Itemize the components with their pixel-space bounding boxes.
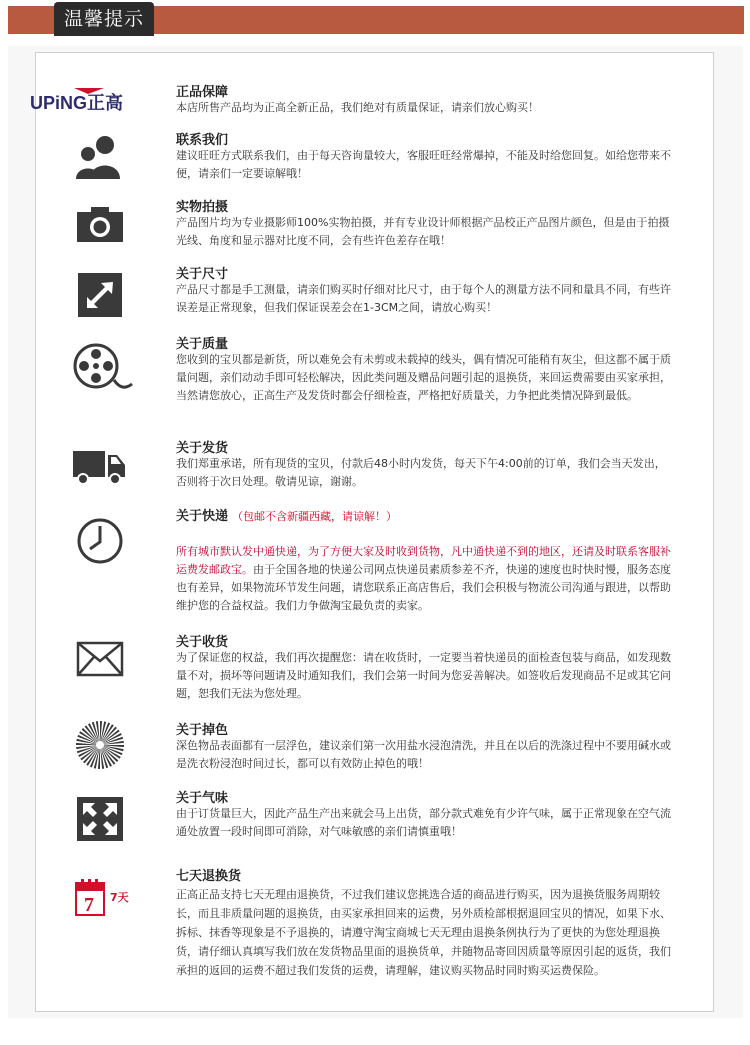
section-text: 建议旺旺方式联系我们，由于每天咨询量较大，客服旺旺经常爆掉，不能及时给您回复。如给您带来不便，请亲们一定要谅解哦！ bbox=[176, 149, 671, 180]
clock-icon bbox=[72, 513, 128, 569]
section-text: 产品图片均为专业摄影师100%实物拍摄，并有专业设计师根据产品校正产品图片颜色，但是由于拍摄光线、角度和显示器对比度不同，会有些许色差存在哦！ bbox=[176, 216, 670, 247]
calendar-badge: 7天 bbox=[110, 891, 129, 904]
section-title: 关于收货 bbox=[176, 635, 229, 650]
brand-logo-text: UPiNG正高 bbox=[30, 93, 124, 113]
people-icon bbox=[72, 129, 128, 185]
section-title bbox=[176, 505, 397, 524]
envelope-icon bbox=[72, 631, 128, 687]
section-text: 由于订货量巨大，因此产品生产出来就会马上出货，部分款式难免有少许气味，属于正常现象在空气流通处放置一段时间即可消除，对气味敏感的亲们请慎重哦！ bbox=[176, 807, 671, 838]
section-title: 七天退换货 bbox=[176, 869, 242, 884]
truck-icon bbox=[72, 437, 128, 493]
section-title: 关于掉色 bbox=[176, 723, 229, 738]
section-text: 本店所售产品均为正高全新正品，我们绝对有质量保证，请亲们放心购买！ bbox=[176, 101, 539, 114]
camera-icon bbox=[72, 196, 128, 252]
sunburst-icon bbox=[72, 717, 128, 773]
header-tab: 温馨提示 bbox=[54, 2, 154, 36]
section-text: 深色物品表面都有一层浮色，建议亲们第一次用盐水浸泡清洗，并且在以后的洗涤过程中不要用碱水或是洗衣粉浸泡时间过长，都可以有效防止掉色的哦！ bbox=[176, 739, 671, 770]
section-title: 关于质量 bbox=[176, 337, 229, 352]
section-title: 正品保障 bbox=[176, 85, 229, 100]
notice-panel bbox=[30, 52, 714, 1012]
section-title: 关于发货 bbox=[176, 441, 229, 456]
section-title-note: （包邮不含新疆西藏，请谅解！） bbox=[232, 510, 398, 523]
section-title: 联系我们 bbox=[176, 133, 229, 148]
section-text: 我们郑重承诺，所有现货的宝贝，付款后48小时内发货，每天下午4:00前的订单，我们会当天发出，否则将于次日处理。敬请见谅，谢谢。 bbox=[176, 457, 666, 488]
section-text bbox=[176, 543, 676, 615]
section-title: 关于尺寸 bbox=[176, 267, 229, 282]
section-title: 关于气味 bbox=[176, 791, 229, 806]
expand-arrows-icon bbox=[72, 791, 128, 847]
section-highlight-text: 所有城市默认发中通快递，为了方便大家及时收到货物，凡中通快递不到的地区，还请及时联系客服补运费发邮政宝。 bbox=[176, 545, 671, 576]
section-title: 实物拍摄 bbox=[176, 200, 229, 215]
svg-text:7: 7 bbox=[84, 894, 94, 916]
calendar-7-icon bbox=[74, 869, 134, 925]
section-text: 产品尺寸都是手工测量，请亲们购买时仔细对比尺寸，由于每个人的测量方法不同和量具不同，有些许误差是正常现象，但我们保证误差会在1-3CM之间，请放心购买！ bbox=[176, 283, 671, 314]
section-text: 您收到的宝贝都是新货，所以难免会有未剪或未载掉的线头，偶有情况可能稍有灰尘，但这都不属于质量问题，亲们动动手即可轻松解决，因此类问题及赠品问题引起的退换货，来回运费需要由买家承担，当然请您放心，正高生产及发货时都会仔细检查，严格把好质量关，力争把此类情况降到最低。 bbox=[176, 353, 671, 402]
resize-arrow-icon bbox=[72, 267, 128, 323]
section-text: 为了保证您的权益，我们再次提醒您：请在收货时，一定要当着快递员的面检查包装与商品，如发现数量不对，损坏等问题请及时通知我们，我们会第一时间为您妥善解决。如签收后发现商品不足或其它问题，恕我们无法为您处理。 bbox=[176, 651, 671, 700]
film-reel-icon bbox=[72, 339, 136, 395]
brand-logo bbox=[30, 81, 160, 117]
section-title-text: 关于快递 bbox=[176, 509, 229, 524]
section-text: 正高正品支持七天无理由退换货，不过我们建议您挑选合适的商品进行购买，因为退换货服务周期较长，而且非质量问题的退换货，由买家承担回来的运费，另外质检部根据退回宝贝的情况，如果下水、拆标、抹香等现象是不予退换的，请遵守淘宝商城七天无理由退换条例执行为了更快的为您处理退换货，请仔细认真填写我们放在发货物品里面的退换货单，并随物品寄回因质量等原因引起的返货，我们承担的返回的运费不超过我们发货的运费，请理解，建议购买物品时同时购买运费保险。 bbox=[176, 888, 671, 977]
section-normal-text: 由于全国各地的快递公司网点快递员素质参差不齐，快递的速度也时快时慢，服务态度也有差异，如果物流环节发生问题，请您联系正高店售后，我们会积极与物流公司沟通与跟进，以帮助维护您的合益权益。我们力争做淘宝最负责的卖家。 bbox=[176, 563, 671, 612]
